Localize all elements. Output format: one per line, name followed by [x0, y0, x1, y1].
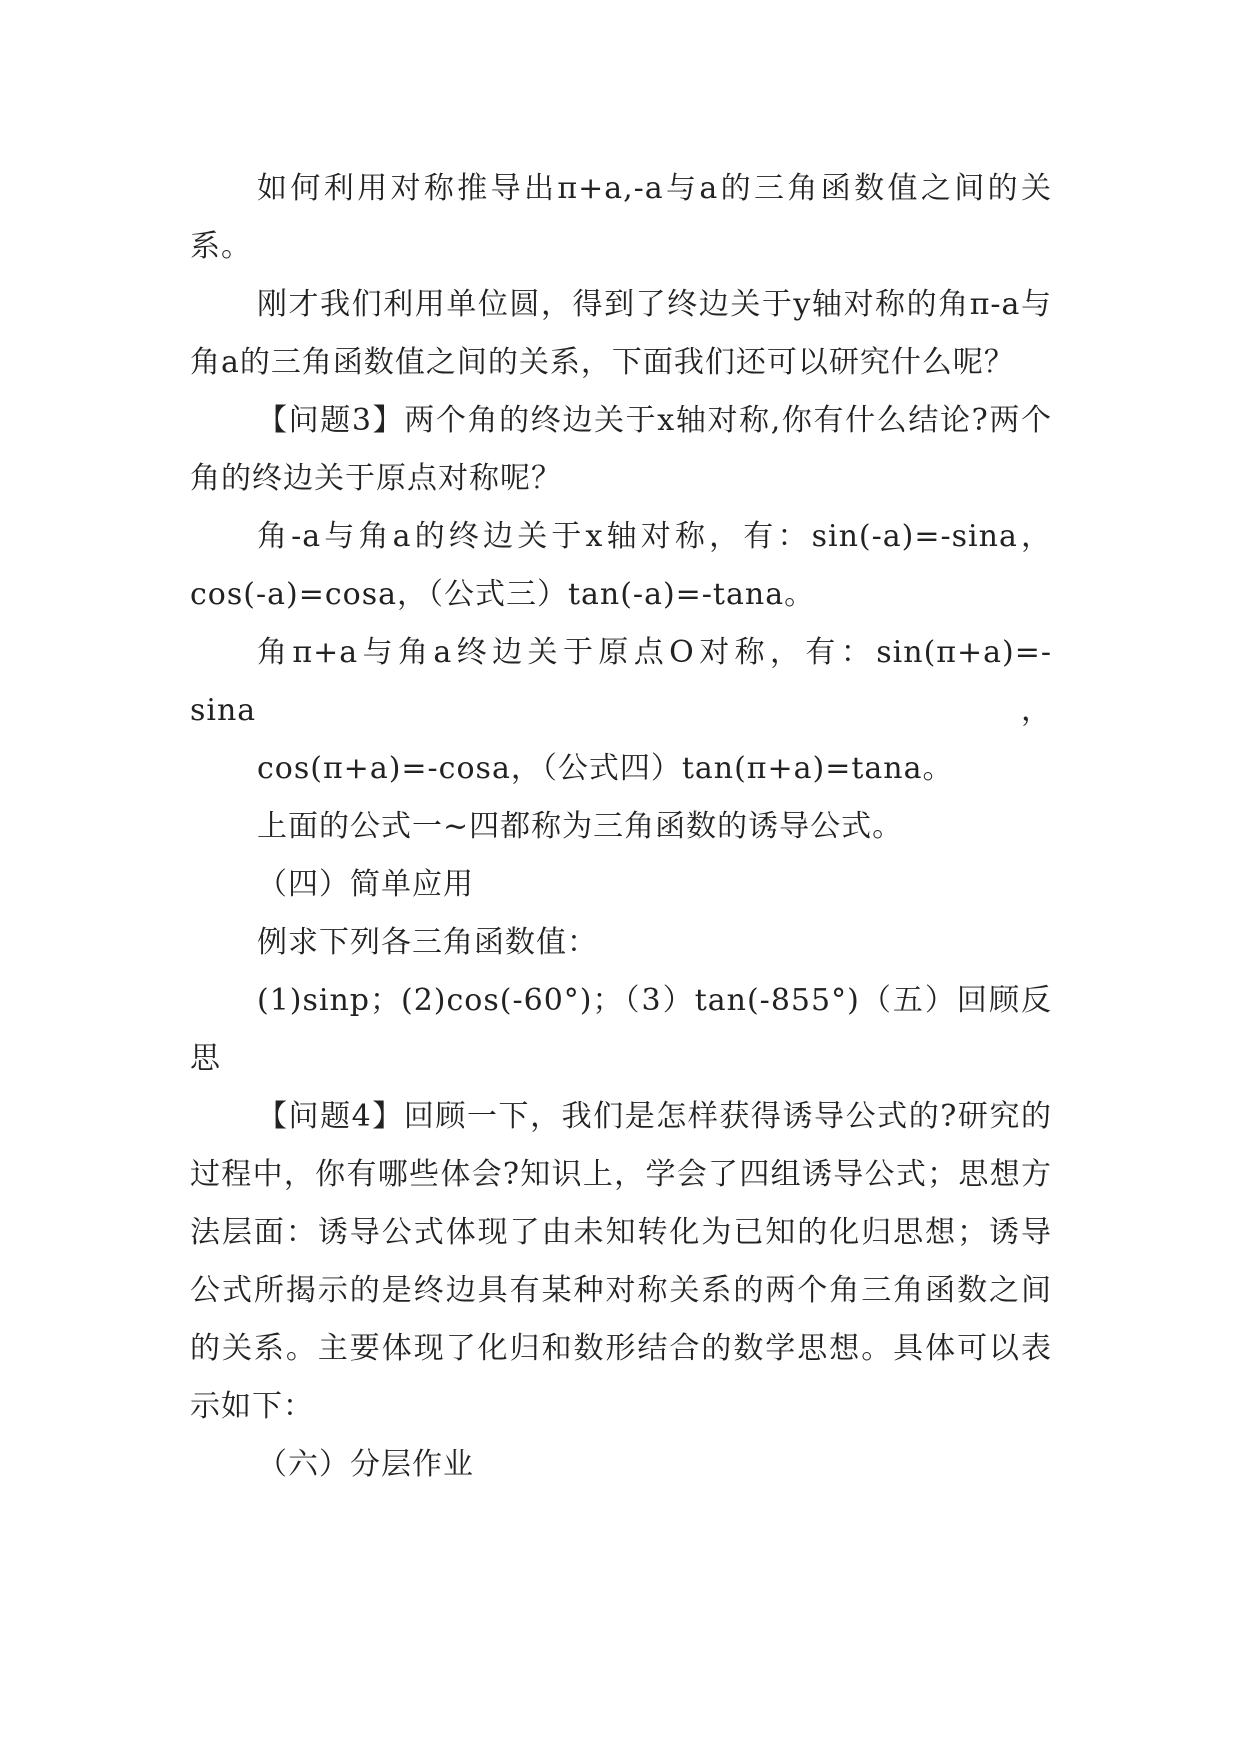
paragraph-question-4: 【问题4】回顾一下，我们是怎样获得诱导公式的?研究的过程中，你有哪些体会?知识上，学会了四组诱导公式；思想方法层面：诱导公式体现了由未知转化为已知的化归思想；诱导公式所揭示的是终边具有某种对称关系的两个角三角函数之间的关系。主要体现了化归和数形结合的数学思想。具体可以表示如下：: [190, 1099, 1052, 1424]
paragraph-question-3: 【问题3】两个角的终边关于x轴对称,你有什么结论?两个角的终边关于原点对称呢？: [190, 403, 1052, 496]
section-heading-simple-application: （四）简单应用: [257, 867, 474, 902]
paragraph-example-items: (1)sinp；(2)cos(-60°)；（3）tan(-855°)（五）回顾反思: [190, 983, 1052, 1076]
section-heading-homework: （六）分层作业: [257, 1447, 474, 1482]
paragraph-example: 例求下列各三角函数值：: [257, 925, 598, 960]
paragraph-formula-3: 角-a与角a的终边关于x轴对称，有：sin(-a)=-sina，cos(-a)=cosa，（公式三）tan(-a)=-tana。: [190, 519, 1052, 612]
paragraph-induction-formulas: 上面的公式一~四都称为三角函数的诱导公式。: [257, 809, 904, 844]
document-body: [190, 160, 1052, 1494]
paragraph-formula-4: cos(π+a)=-cosa，（公式四）tan(π+a)=tana。: [257, 751, 954, 786]
paragraph-unit-circle: 刚才我们利用单位圆，得到了终边关于y轴对称的角π-a与角a的三角函数值之间的关系，下面我们还可以研究什么呢？: [190, 287, 1052, 380]
paragraph-formula-4-intro: 角π+a与角a终边关于原点O对称，有：sin(π+a)=-sina，: [190, 635, 1052, 728]
paragraph-symmetry-question: 如何利用对称推导出π+a,-a与a的三角函数值之间的关系。: [190, 171, 1052, 264]
